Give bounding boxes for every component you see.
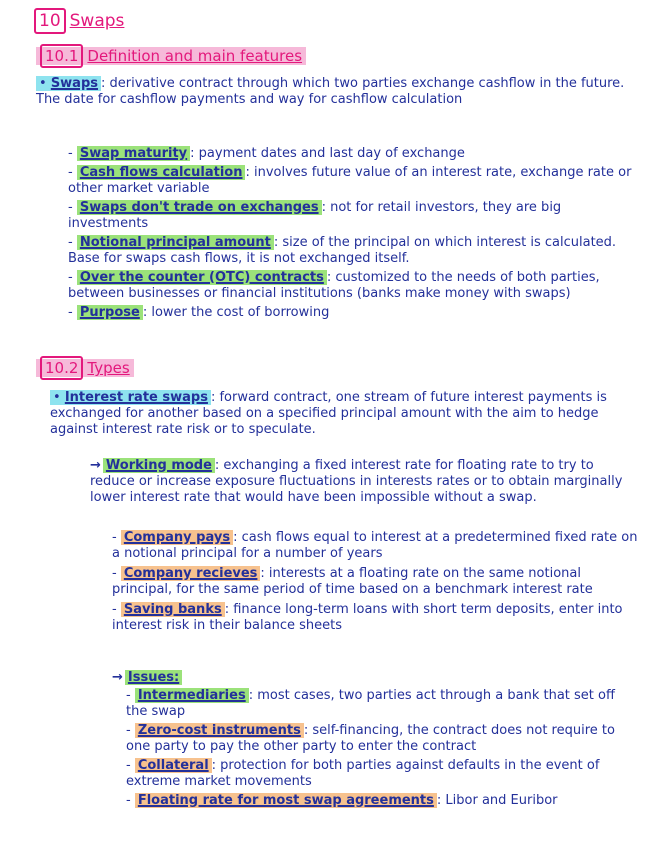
working-mode-text: : exchanging a fixed interest rate for floating rate to try to reduce or increase exposure fluctuations in interests rates or to obtain marginally lower interest rate that would have been impossible without a swap. — [90, 458, 623, 505]
feature-item: - Swap maturity : payment dates and last day of exchange — [68, 146, 465, 161]
feature-item: - Cash flows calculation : involves future value of an interest rate, exchange rate or other market variable — [68, 165, 632, 196]
feature-item: - Notional principal amount : size of the principal on which interest is calculated. Base for swaps cash flows, it is not exchanged itself. — [68, 235, 617, 266]
feature-term: Swap maturity — [77, 146, 190, 161]
feature-term: Purpose — [77, 305, 143, 320]
working-item-term: Saving banks — [121, 602, 225, 617]
issue-term: Zero-cost instruments — [135, 723, 304, 738]
feature-term: Swaps don't trade on exchanges — [77, 200, 322, 215]
feature-text: : customized to the needs of both parties, between businesses or financial institutions (banks make money with swaps) — [68, 270, 600, 301]
swaps-definition — [36, 76, 636, 108]
issue-item: - Intermediaries : most cases, two parties act through a bank that set off the swap — [126, 688, 615, 719]
feature-term: Cash flows calculation — [77, 165, 246, 180]
feature-text: : size of the principal on which interest is calculated. Base for swaps cash flows, it is not exchanged itself. — [68, 235, 617, 266]
feature-text: : lower the cost of borrowing — [142, 305, 330, 320]
issue-item: - Zero-cost instruments : self-financing, the contract does not require to one party to pay the other party to enter the contract — [126, 723, 615, 754]
feature-text: : involves future value of an interest rate, exchange rate or other market variable — [68, 165, 632, 196]
working-item-text: : cash flows equal to interest at a predetermined fixed rate on a notional principal for a number of years — [112, 530, 638, 561]
feature-term: Notional principal amount — [77, 235, 274, 250]
swaps-definition-text: : derivative contract through which two parties exchange cashflow in the future. The date for cashflow payments and way for cashflow calculation — [36, 76, 625, 107]
subsection-number-1: 10.1 — [40, 44, 83, 68]
issue-text: : most cases, two parties act through a bank that set off the swap — [126, 688, 615, 719]
subsection-heading-1 — [36, 44, 306, 68]
issues-heading — [112, 670, 612, 686]
swaps-term-highlight: • Swaps — [36, 76, 101, 91]
working-item-term: Company pays — [121, 530, 233, 545]
working-item-text: : finance long-term loans with short term deposits, enter into interest risk in their balance sheets — [112, 602, 623, 633]
issue-text: : self-financing, the contract does not require to one party to pay the other party to enter the contract — [126, 723, 615, 754]
irs-term: Interest rate swaps — [64, 390, 208, 405]
feature-item: - Purpose : lower the cost of borrowing — [68, 305, 330, 320]
working-mode-list — [112, 530, 640, 638]
subsection-number-2: 10.2 — [40, 356, 83, 380]
subsection-heading-1-highlight — [36, 47, 306, 65]
subsection-title-2: Types — [87, 359, 130, 377]
issue-item: - Floating rate for most swap agreements : Libor and Euribor — [126, 793, 558, 808]
issue-term: Floating rate for most swap agreements — [135, 793, 437, 808]
working-item: - Company recieves : interests at a floating rate on the same notional principal, for the same period of time based on a benchmark interest rate — [112, 566, 593, 597]
feature-term: Over the counter (OTC) contracts — [77, 270, 327, 285]
section-heading — [34, 8, 124, 34]
subsection-title-1: Definition and main features — [87, 47, 303, 65]
irs-definition — [50, 390, 640, 438]
working-item-term: Company recieves — [121, 566, 261, 581]
issue-term: Intermediaries — [135, 688, 249, 703]
issue-text: : protection for both parties against defaults in the event of extreme market movements — [126, 758, 600, 789]
issue-text: : Libor and Euribor — [436, 793, 558, 808]
working-item: - Saving banks : finance long-term loans with short term deposits, enter into interest risk in their balance sheets — [112, 602, 623, 633]
subsection-heading-2 — [36, 356, 134, 380]
working-item: - Company pays : cash flows equal to interest at a predetermined fixed rate on a notional principal for a number of years — [112, 530, 638, 561]
subsection-heading-2-highlight — [36, 359, 134, 377]
issues-term: Issues: — [125, 670, 182, 685]
feature-item: - Over the counter (OTC) contracts : customized to the needs of both parties, between businesses or financial institutions (banks make money with swaps) — [68, 270, 600, 301]
arrow-icon: → — [90, 458, 101, 473]
irs-text: : forward contract, one stream of future interest payments is exchanged for another based on a specified principal amount with the aim to hedge against interest rate risk or to speculate. — [50, 390, 607, 437]
issues-list — [126, 688, 640, 812]
issue-item: - Collateral : protection for both parties against defaults in the event of extreme market movements — [126, 758, 600, 789]
irs-term-highlight: • Interest rate swaps — [50, 390, 211, 405]
working-mode-term: Working mode — [103, 458, 215, 473]
working-item-text: : interests at a floating rate on the same notional principal, for the same period of time based on a benchmark interest rate — [112, 566, 593, 597]
issue-term: Collateral — [135, 758, 212, 773]
swaps-term: Swaps — [50, 76, 99, 91]
arrow-icon: → — [112, 670, 123, 685]
section-number: 10 — [34, 8, 66, 34]
feature-item: - Swaps don't trade on exchanges : not for retail investors, they are big investments — [68, 200, 562, 231]
feature-text: : payment dates and last day of exchange — [190, 146, 465, 161]
features-list — [68, 146, 638, 324]
section-title: Swaps — [69, 11, 125, 31]
working-mode — [90, 458, 640, 506]
feature-text: : not for retail investors, they are big investments — [68, 200, 562, 231]
